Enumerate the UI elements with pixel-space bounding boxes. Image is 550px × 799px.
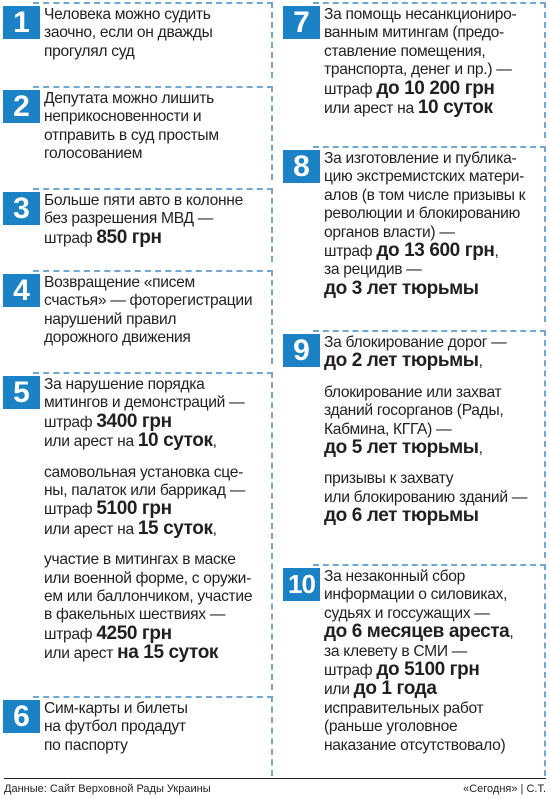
item-text <box>44 376 269 664</box>
text-line <box>324 24 542 42</box>
item-text <box>44 6 269 61</box>
text-line <box>324 439 542 458</box>
text-line <box>324 718 542 736</box>
penalty-highlight: до 6 месяцев ареста <box>324 621 510 643</box>
penalty-highlight: на 15 суток <box>117 642 219 664</box>
item-text <box>44 700 269 755</box>
text-segment: наказание отсутствовало) <box>324 736 506 754</box>
law-item-5 <box>0 372 277 690</box>
penalty-highlight: 4250 грн <box>96 622 172 644</box>
text-line <box>324 568 542 586</box>
text-segment: призывы к захвату <box>324 470 454 488</box>
item-number-badge: 10 <box>283 568 320 601</box>
text-line <box>324 384 542 402</box>
penalty-highlight: до 13 600 грн <box>376 240 495 262</box>
text-line <box>324 242 542 261</box>
text-line <box>324 402 542 420</box>
text-segment: митингов и демонстраций — <box>44 394 245 412</box>
text-segment: За помощь несанкциониро- <box>324 6 517 23</box>
law-item-1 <box>0 2 277 78</box>
text-segment: Кабмина, КГГА) — <box>324 420 452 438</box>
law-item-2 <box>0 86 277 180</box>
text-line <box>44 311 269 329</box>
law-item-9 <box>280 330 550 558</box>
text-line <box>44 644 269 663</box>
text-segment: зданий госорганов (Рады, <box>324 402 504 420</box>
text-segment: или арест на <box>44 433 138 451</box>
text-segment: штраф <box>324 80 377 98</box>
item-number-badge: 6 <box>3 700 40 733</box>
text-line <box>44 192 269 210</box>
penalty-highlight: до 5 лет тюрьмы <box>324 437 479 459</box>
text-line <box>324 277 542 299</box>
penalty-highlight: до 5100 грн <box>376 659 480 681</box>
text-segment: , <box>478 440 483 458</box>
item-number-badge: 4 <box>3 274 40 307</box>
text-line <box>44 588 269 606</box>
text-segment: за клевету в СМИ — <box>324 642 468 660</box>
item-text <box>324 150 542 299</box>
item-text <box>324 334 542 527</box>
text-segment: без разрешения МВД — <box>44 210 214 228</box>
text-line <box>44 6 269 24</box>
text-segment: судьях и госсужащих — <box>324 604 490 622</box>
text-line <box>44 737 269 755</box>
item-text <box>44 192 269 248</box>
penalty-highlight: 3400 грн <box>96 410 172 432</box>
text-segment: , <box>509 624 514 642</box>
text-segment: Больше пяти авто в колонне <box>44 192 243 209</box>
text-segment: За нарушение порядка <box>44 376 205 393</box>
text-line <box>324 680 542 699</box>
text-line <box>44 376 269 394</box>
penalty-highlight: до 10 200 грн <box>376 77 495 99</box>
text-line <box>324 205 542 223</box>
text-segment: ны, палаток или баррикад — <box>44 482 246 500</box>
text-segment: транспорта, денег и пр.) — <box>324 61 512 79</box>
item-number-badge: 5 <box>3 376 40 409</box>
paragraph-gap <box>324 372 542 384</box>
text-line <box>324 43 542 61</box>
text-line <box>44 43 269 61</box>
text-line <box>324 187 542 205</box>
law-item-10 <box>280 564 550 776</box>
text-segment: самовольная установка сце- <box>44 463 243 481</box>
text-line <box>324 507 542 526</box>
text-segment: алов (в том числе призывы к <box>324 186 526 204</box>
text-line <box>324 352 542 371</box>
text-segment: революции и блокированию <box>324 205 520 223</box>
text-line <box>44 90 269 108</box>
text-line <box>324 737 542 755</box>
text-line <box>44 274 269 292</box>
text-segment: или <box>324 681 354 699</box>
item-text <box>44 90 269 164</box>
law-item-6 <box>0 696 277 776</box>
text-line <box>44 145 269 163</box>
text-line <box>44 24 269 42</box>
text-segment: За блокирование дорог — <box>324 334 507 351</box>
footer-source: Данные: Сайт Верховной Рады Украины <box>4 783 211 795</box>
penalty-highlight: до 2 лет тюрьмы <box>324 350 479 372</box>
penalty-highlight: до 3 лет тюрьмы <box>324 277 479 299</box>
law-item-7 <box>280 2 550 138</box>
text-segment: исправительных работ <box>324 699 484 717</box>
text-segment: Человека можно судить <box>44 6 211 23</box>
item-number-badge: 1 <box>3 6 40 39</box>
text-line <box>44 718 269 736</box>
text-segment: За незаконный сбор <box>324 568 466 585</box>
text-segment: , <box>212 433 217 451</box>
text-segment: ванным митингам (предо- <box>324 24 504 42</box>
text-line <box>44 517 269 539</box>
text-line <box>44 551 269 569</box>
text-line <box>44 570 269 588</box>
penalty-highlight: 10 суток <box>137 430 213 452</box>
text-line <box>44 464 269 482</box>
text-segment: прогулял суд <box>44 42 135 60</box>
text-segment: штраф <box>44 501 97 519</box>
text-line <box>324 700 542 718</box>
text-segment: штраф <box>44 229 97 247</box>
text-segment: Сим-карты и билеты <box>44 700 188 717</box>
text-segment: дорожного движения <box>44 329 191 347</box>
item-text <box>324 568 542 755</box>
text-line <box>44 108 269 126</box>
text-segment: голосованием <box>44 145 143 163</box>
text-segment: Возвращение «писем <box>44 274 195 291</box>
text-line <box>324 586 542 604</box>
item-text <box>324 6 542 118</box>
text-line <box>44 127 269 145</box>
footer-credit: «Сегодня» | С.Т. <box>463 783 546 795</box>
item-number-badge: 9 <box>283 334 320 367</box>
text-segment: или арест на <box>324 100 418 118</box>
penalty-highlight: до 1 года <box>353 678 437 700</box>
text-segment: ем или баллончиком, участие <box>44 588 253 606</box>
text-line <box>324 623 542 642</box>
text-segment: на футбол продадут <box>44 718 186 736</box>
text-segment: заочно, если он дважды <box>44 24 213 42</box>
text-segment: Депутата можно лишить <box>44 90 215 107</box>
text-segment: отправить в суд простым <box>44 126 219 144</box>
text-segment: блокирование или захват <box>324 383 502 401</box>
text-segment: (раньше уголовное <box>324 718 458 736</box>
item-text <box>44 274 269 348</box>
text-segment: органов власти) — <box>324 223 455 241</box>
text-segment: штраф <box>44 625 97 643</box>
law-item-8 <box>280 146 550 322</box>
footer <box>4 778 546 795</box>
text-segment: ставление помещения, <box>324 42 486 60</box>
text-segment: штраф <box>44 413 97 431</box>
text-segment: нарушений правил <box>44 310 177 328</box>
text-segment: неприкосновенности и <box>44 108 202 126</box>
text-segment: штраф <box>324 243 377 261</box>
law-item-4 <box>0 270 277 364</box>
text-line <box>44 292 269 310</box>
text-line <box>44 226 269 248</box>
text-segment: , <box>494 243 499 261</box>
text-line <box>44 432 269 451</box>
text-line <box>324 168 542 186</box>
text-segment: или военной форме, с оружи- <box>44 569 251 587</box>
text-line <box>44 329 269 347</box>
text-segment: по паспорту <box>44 736 128 754</box>
penalty-highlight: 15 суток <box>137 517 213 539</box>
paragraph-gap <box>44 452 269 464</box>
text-segment: , <box>212 520 217 538</box>
penalty-highlight: 10 суток <box>417 97 493 119</box>
text-line <box>324 6 542 24</box>
item-number-badge: 3 <box>3 192 40 225</box>
penalty-highlight: 850 грн <box>96 226 162 248</box>
text-segment: или арест <box>44 645 118 663</box>
paragraph-gap <box>324 458 542 470</box>
text-segment: счастья» — фоторегистрации <box>44 292 253 310</box>
paragraph-gap <box>44 539 269 551</box>
text-line <box>324 470 542 488</box>
text-segment: в факельных шествиях — <box>44 606 226 624</box>
text-segment: цию экстремистских матери- <box>324 168 525 186</box>
text-segment: или арест на <box>44 520 138 538</box>
text-segment: , <box>478 353 483 371</box>
law-item-3 <box>0 188 277 262</box>
penalty-highlight: до 6 лет тюрьмы <box>324 505 479 527</box>
item-number-badge: 7 <box>283 6 320 39</box>
text-segment: штраф <box>324 662 377 680</box>
penalty-highlight: 5100 грн <box>96 498 172 520</box>
item-number-badge: 2 <box>3 90 40 123</box>
text-segment: за рецидив — <box>324 261 422 279</box>
item-number-badge: 8 <box>283 150 320 183</box>
text-line <box>324 150 542 168</box>
text-segment: участие в митингах в маске <box>44 551 236 569</box>
text-segment: За изготовление и публика- <box>324 150 517 167</box>
text-line <box>44 700 269 718</box>
text-line <box>324 99 542 118</box>
text-segment: информации о силовиках, <box>324 586 508 604</box>
text-segment: или блокированию зданий — <box>324 488 528 506</box>
